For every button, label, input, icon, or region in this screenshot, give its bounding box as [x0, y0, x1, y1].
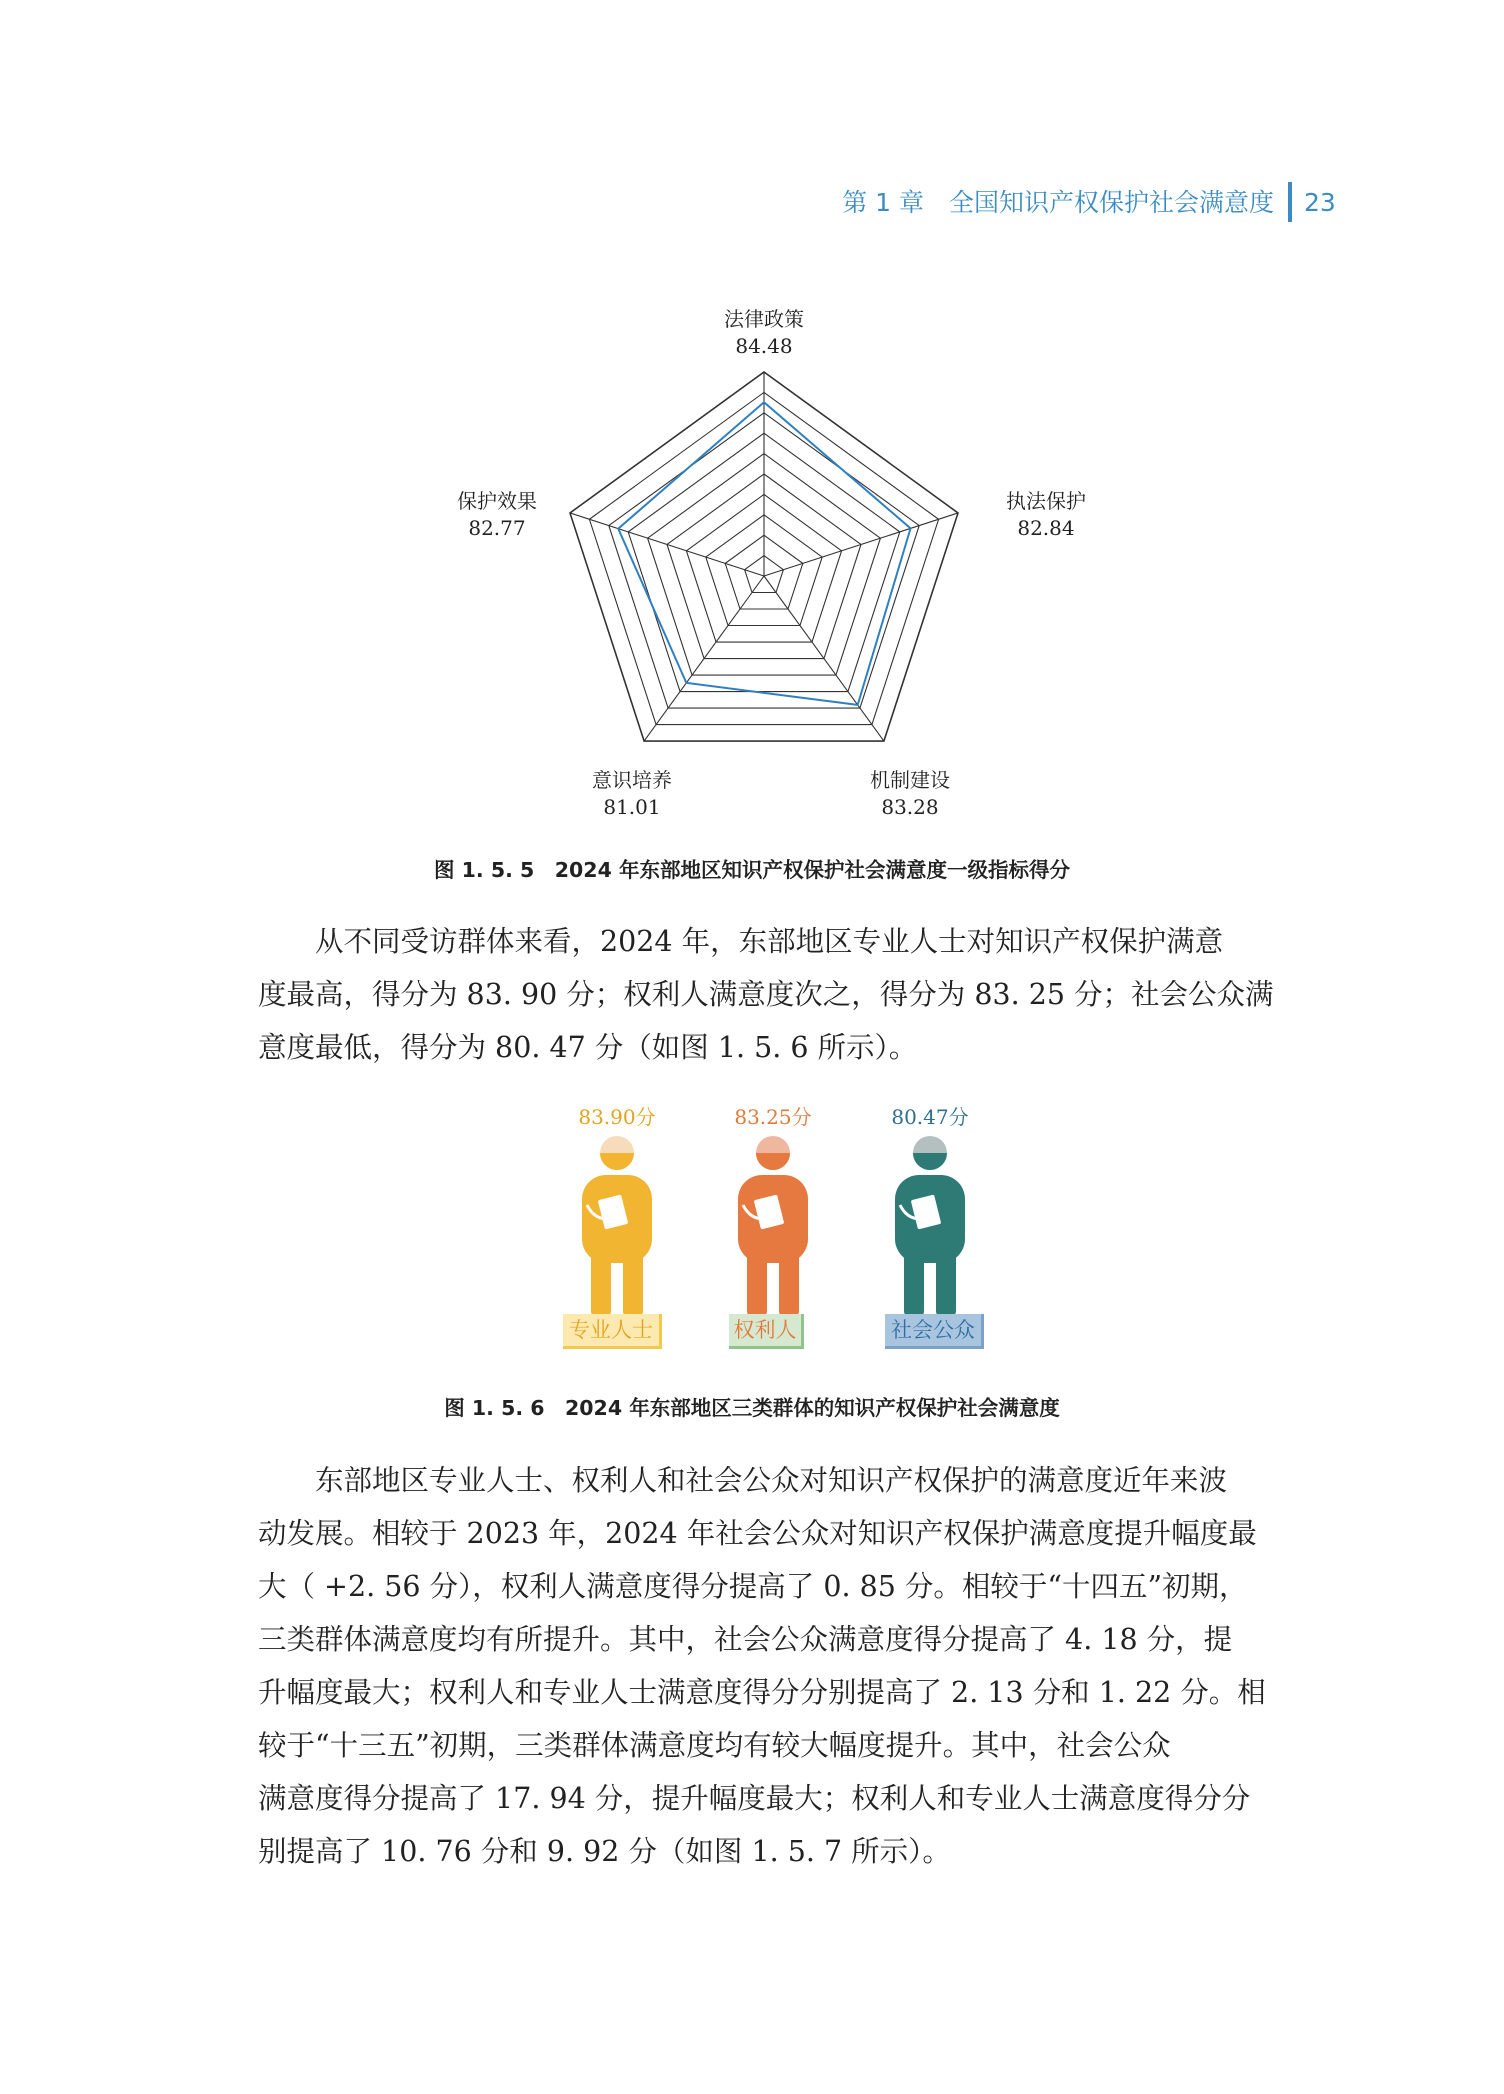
person-leg-left: [591, 1240, 611, 1318]
group-name-label: 社会公众: [885, 1314, 984, 1349]
person-leg-right: [779, 1240, 799, 1318]
person-figure: [582, 1136, 652, 1318]
person-leg-right: [936, 1240, 956, 1318]
person-figure: [738, 1136, 808, 1318]
radar-value-label: 83.28: [881, 795, 939, 819]
paragraph-line: 三类群体满意度均有所提升。其中，社会公众满意度得分提高了 4. 18 分，提: [258, 1623, 1233, 1656]
radar-value-label: 81.01: [603, 795, 661, 819]
figure-caption: 图 1. 5. 5 2024 年东部地区知识产权保护社会满意度一级指标得分: [434, 858, 1070, 882]
figure-caption: 图 1. 5. 6 2024 年东部地区三类群体的知识产权保护社会满意度: [444, 1396, 1060, 1420]
paragraph-line: 意度最低，得分为 80. 47 分（如图 1. 5. 6 所示）。: [258, 1031, 918, 1064]
radar-category-label: 机制建设: [870, 768, 950, 792]
paragraph-line: 别提高了 10. 76 分和 9. 92 分（如图 1. 5. 7 所示）。: [258, 1835, 951, 1868]
body-paragraph: [258, 1454, 1290, 1878]
paragraph-line: 从不同受访群体来看，2024 年，东部地区专业人士对知识产权保护满意: [315, 925, 1224, 958]
paragraph-line: 东部地区专业人士、权利人和社会公众对知识产权保护的满意度近年来波: [315, 1464, 1228, 1497]
paragraph-line: 度最高，得分为 83. 90 分；权利人满意度次之，得分为 83. 25 分；社会公众满: [258, 978, 1274, 1011]
person-chin: [600, 1153, 634, 1170]
group-score-label: 83.90分: [578, 1105, 656, 1129]
person-leg-left: [747, 1240, 767, 1318]
radar-category-label: 执法保护: [1006, 489, 1086, 513]
radar-category-label: 意识培养: [592, 768, 672, 792]
page-number: 23: [1304, 188, 1336, 217]
group-name-label: 权利人: [729, 1314, 804, 1349]
person-chin: [913, 1153, 947, 1170]
chapter-title: 第 1 章 全国知识产权保护社会满意度: [842, 188, 1274, 217]
paragraph-line: 动发展。相较于 2023 年，2024 年社会公众对知识产权保护满意度提升幅度最: [258, 1517, 1257, 1550]
paragraph-line: 较于“十三五”初期，三类群体满意度均有较大幅度提升。其中，社会公众: [258, 1729, 1171, 1762]
person-chin: [756, 1153, 790, 1170]
person-figure: [895, 1136, 965, 1318]
group-score-label: 83.25分: [734, 1105, 812, 1129]
paragraph-line: 升幅度最大；权利人和专业人士满意度得分分别提高了 2. 13 分和 1. 22 分。相: [258, 1676, 1266, 1709]
person-leg-right: [623, 1240, 643, 1318]
paragraph-line: 大（ +2. 56 分），权利人满意度得分提高了 0. 85 分。相较于“十四五”初期，: [258, 1570, 1248, 1603]
radar-category-label: 法律政策: [724, 307, 804, 331]
radar-category-label: 保护效果: [457, 489, 537, 513]
radar-value-label: 82.84: [1017, 516, 1075, 540]
person-leg-left: [904, 1240, 924, 1318]
group-score-label: 80.47分: [891, 1105, 969, 1129]
group-name-label: 专业人士: [563, 1314, 662, 1349]
paragraph-line: 满意度得分提高了 17. 94 分，提升幅度最大；权利人和专业人士满意度得分分: [258, 1782, 1251, 1815]
radar-value-label: 82.77: [468, 516, 526, 540]
radar-value-label: 84.48: [735, 334, 793, 358]
